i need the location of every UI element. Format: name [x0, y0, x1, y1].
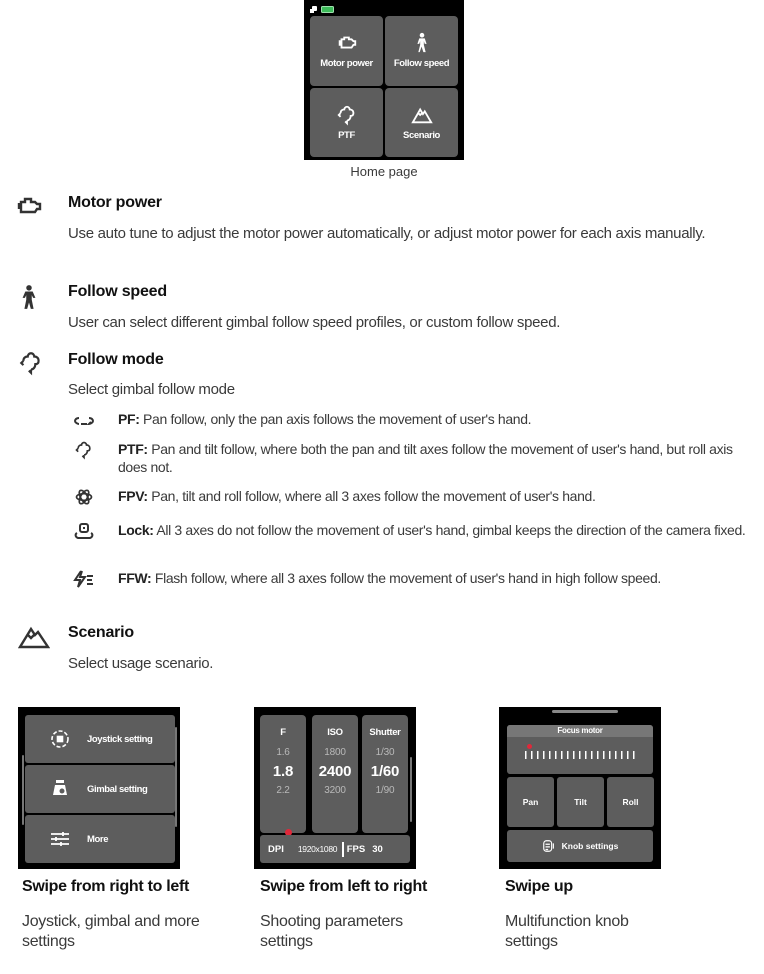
- row-label: Joystick setting: [87, 733, 153, 745]
- mode-text: FPV: Pan, tilt and roll follow, where all 3 axes follow the movement of user's hand.: [118, 488, 596, 504]
- swipe-title-right-to-left: Swipe from right to left: [22, 878, 190, 895]
- column-value-selected: 1/60: [370, 763, 400, 780]
- pan-button[interactable]: Pan: [507, 777, 554, 827]
- section-desc-follow-speed: User can select different gimbal follow speed profiles, or custom follow speed.: [68, 314, 561, 331]
- scrollbar[interactable]: [410, 757, 412, 822]
- column-value: 2.2: [276, 785, 290, 796]
- more-row[interactable]: [25, 815, 175, 863]
- row-label: More: [87, 833, 109, 845]
- swipe-title-left-to-right: Swipe from left to right: [260, 878, 428, 895]
- column-header: F: [280, 727, 286, 738]
- column-value: 1800: [324, 747, 346, 758]
- section-title-follow-mode: Follow mode: [68, 351, 164, 368]
- shooting-parameters-screen: [254, 707, 416, 869]
- roll-button[interactable]: Roll: [607, 777, 654, 827]
- mountain-icon: [18, 624, 50, 650]
- dpi-label: DPI: [268, 843, 284, 855]
- knob-settings-button[interactable]: [507, 830, 653, 862]
- scrollbar-left[interactable]: [22, 755, 24, 825]
- knob-settings-screen: [499, 707, 661, 869]
- fps-label: FPS: [346, 843, 366, 855]
- gimbal-setting-icon: [49, 778, 71, 800]
- mode-text: PTF: Pan and tilt follow, where both the pan and tilt axes follow the movement of user's hand, but roll axis does not.: [118, 441, 733, 475]
- dpi-value: 1920x1080: [297, 844, 338, 854]
- swipe-title-up: Swipe up: [505, 878, 573, 895]
- fpv-icon: [72, 487, 96, 507]
- column-value: 1.6: [276, 747, 290, 758]
- home-page-caption: Home page: [350, 164, 418, 179]
- home-page-screen: [304, 0, 464, 160]
- tilt-button[interactable]: Tilt: [557, 777, 604, 827]
- mountain-icon: [411, 104, 433, 126]
- section-desc-motor-power: Use auto tune to adjust the motor power automatically, or adjust motor power for each axis manually.: [68, 225, 706, 242]
- tile-label: PTF: [338, 129, 355, 141]
- shutter-column[interactable]: [362, 715, 408, 833]
- focus-motor-label: Focus motor: [507, 725, 653, 737]
- mode-text: Lock: All 3 axes do not follow the movement of user's hand, gimbal keeps the direction of the camera fixed.: [118, 522, 746, 538]
- column-value: 1/90: [375, 785, 395, 796]
- section-title-follow-speed: Follow speed: [68, 283, 167, 300]
- ptf-follow-icon: [72, 440, 96, 460]
- resolution-fps-bar[interactable]: [260, 835, 410, 863]
- column-value-selected: 2400: [318, 763, 352, 780]
- lock-mode-icon: [72, 521, 96, 541]
- knob-icon: [542, 839, 556, 853]
- tile-label: Motor power: [320, 58, 373, 70]
- gimbal-setting-row[interactable]: [25, 765, 175, 813]
- tile-follow-speed[interactable]: [385, 16, 458, 86]
- focus-scale[interactable]: [525, 751, 637, 759]
- walking-person-icon: [411, 32, 433, 54]
- joystick-icon: [49, 728, 71, 750]
- iso-column[interactable]: [312, 715, 358, 833]
- ptf-follow-icon: [18, 350, 44, 376]
- status-bar: [310, 4, 458, 15]
- focus-motor-panel[interactable]: [507, 725, 653, 774]
- section-title-scenario: Scenario: [68, 624, 134, 641]
- tile-label: Follow speed: [393, 58, 450, 70]
- settings-screen: [18, 707, 180, 869]
- tile-scenario[interactable]: [385, 88, 458, 158]
- focus-position-dot: [527, 744, 532, 749]
- engine-icon: [336, 32, 358, 54]
- flash-follow-icon: [72, 569, 96, 589]
- tile-motor-power[interactable]: [310, 16, 383, 86]
- pan-follow-icon: [72, 410, 96, 430]
- section-desc-scenario: Select usage scenario.: [68, 655, 214, 672]
- ptf-follow-icon: [336, 104, 358, 126]
- home-grid: [310, 16, 458, 157]
- mode-text: FFW: Flash follow, where all 3 axes follow the movement of user's hand in high follow speed.: [118, 570, 661, 586]
- column-header: Shutter: [369, 727, 401, 738]
- separator: [342, 842, 344, 857]
- joystick-setting-row[interactable]: [25, 715, 175, 763]
- walking-person-icon: [18, 283, 40, 311]
- gimbal-icon: [310, 6, 318, 13]
- section-title-motor-power: Motor power: [68, 194, 162, 211]
- mode-text: PF: Pan follow, only the pan axis follows the movement of user's hand.: [118, 411, 532, 427]
- column-header: ISO: [327, 727, 343, 738]
- tile-label: Scenario: [403, 129, 440, 141]
- battery-icon: [321, 6, 334, 13]
- scrollbar-right[interactable]: [175, 727, 177, 827]
- sliders-icon: [49, 828, 71, 850]
- column-value-selected: 1.8: [272, 763, 294, 780]
- row-label: Gimbal setting: [87, 783, 148, 795]
- knob-settings-label: Knob settings: [561, 841, 619, 851]
- fps-value: 30: [372, 843, 383, 855]
- section-desc-follow-mode: Select gimbal follow mode: [68, 381, 235, 398]
- swipe-desc-up: Multifunction knob settings: [505, 913, 629, 950]
- swipe-desc-right-to-left: Joystick, gimbal and more settings: [22, 913, 200, 950]
- column-value: 3200: [324, 785, 346, 796]
- tile-ptf[interactable]: [310, 88, 383, 158]
- engine-icon: [16, 194, 44, 218]
- swipe-desc-left-to-right: Shooting parameters settings: [260, 913, 403, 950]
- aperture-column[interactable]: [260, 715, 306, 833]
- column-value: 1/30: [375, 747, 395, 758]
- swipe-handle[interactable]: [552, 710, 618, 713]
